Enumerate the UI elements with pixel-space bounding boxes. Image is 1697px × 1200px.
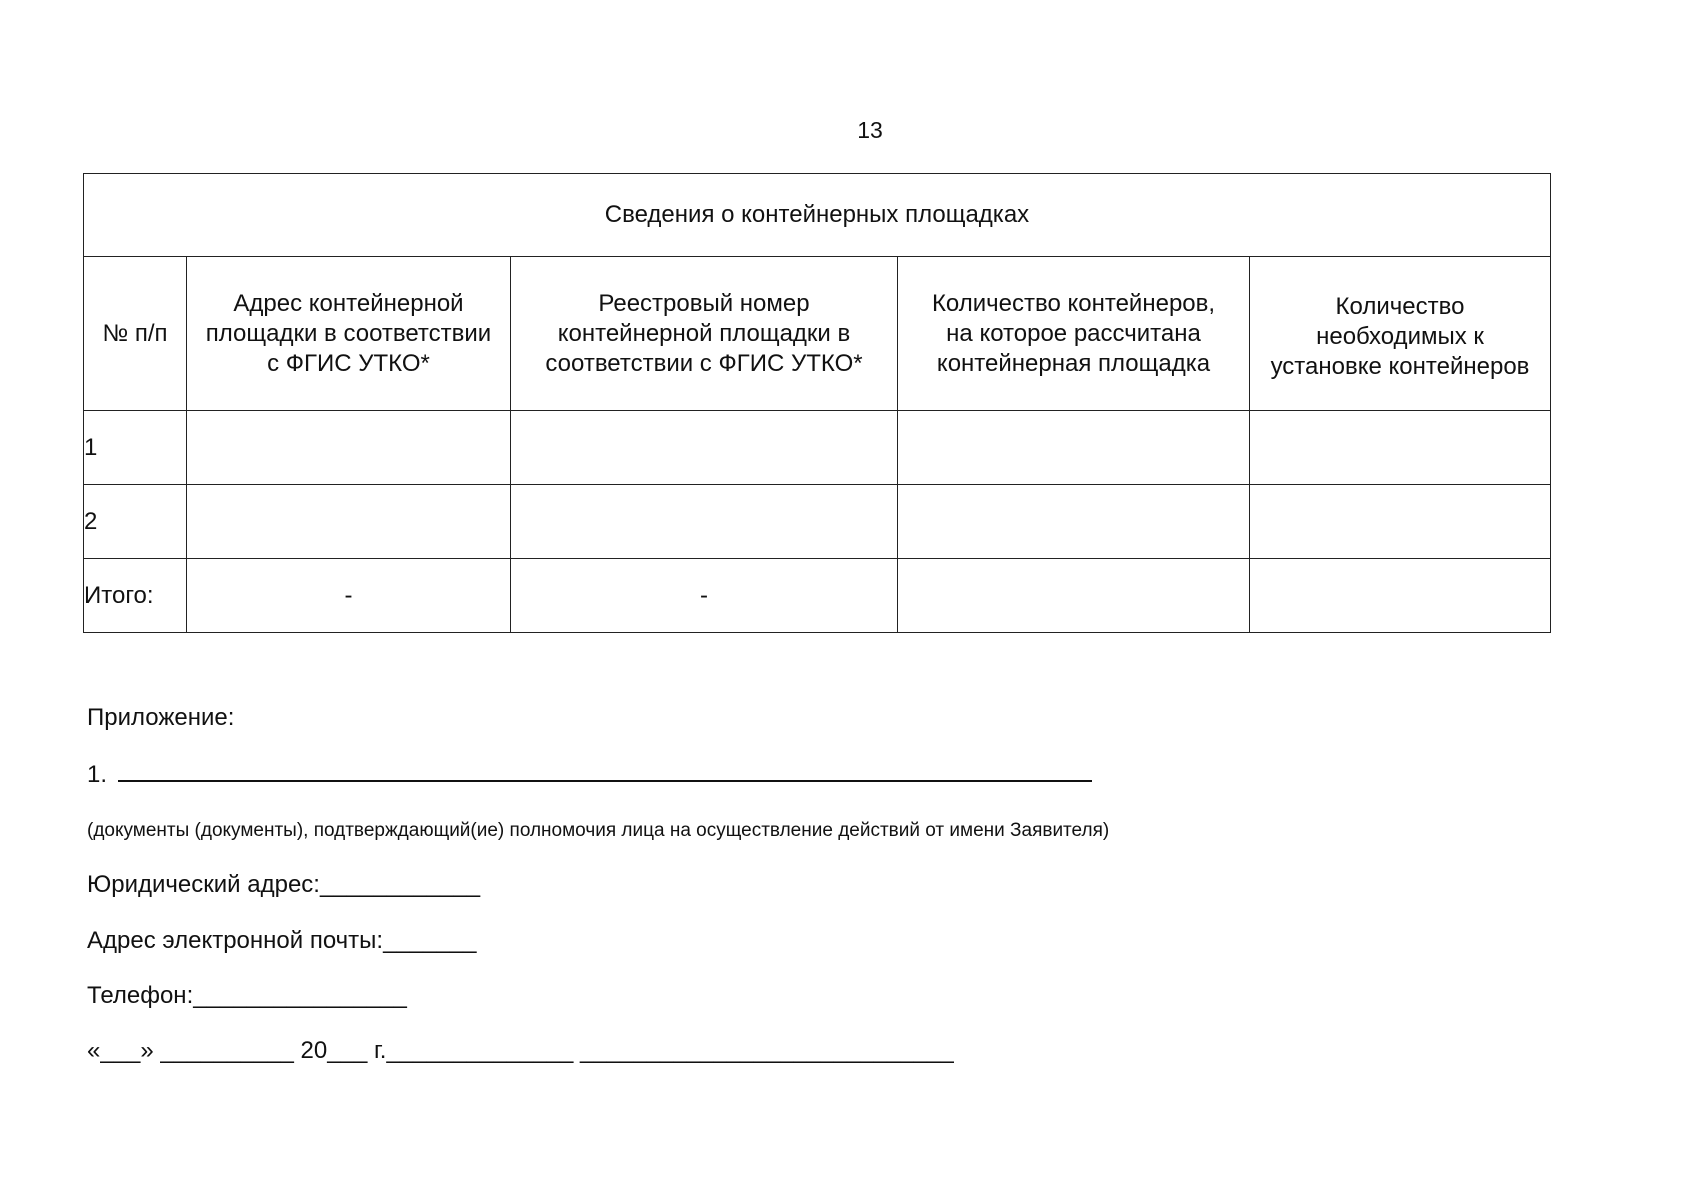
table-caption: Сведения о контейнерных площадках bbox=[84, 174, 1551, 257]
appendix-item-1 bbox=[87, 760, 1092, 789]
table-cell bbox=[511, 485, 898, 559]
table-cell bbox=[187, 485, 511, 559]
row-number-cell: 1 bbox=[84, 411, 187, 485]
legal-address-field: Юридический адрес:____________ bbox=[87, 871, 481, 898]
total-registry-cell: - bbox=[511, 559, 898, 633]
phone-field: Телефон:________________ bbox=[87, 982, 407, 1009]
table-header-row bbox=[84, 257, 1551, 411]
column-header-address: Адрес контейнерной площадки в соответствии с ФГИС УТКО* bbox=[187, 257, 511, 411]
column-header-container-capacity: Количество контейнеров, на которое рассчитана контейнерная площадка bbox=[898, 257, 1250, 411]
column-header-number: № п/п bbox=[84, 257, 187, 411]
total-needed-cell bbox=[1250, 559, 1551, 633]
table-row bbox=[84, 411, 1551, 485]
row-number-cell: 2 bbox=[84, 485, 187, 559]
appendix-title: Приложение: bbox=[87, 704, 235, 731]
page-number: 13 bbox=[857, 117, 883, 143]
appendix-item-1-blank-line[interactable] bbox=[118, 760, 1092, 782]
appendix-note: (документы (документы), подтверждающий(ие) полномочия лица на осуществление действий от имени Заявителя) bbox=[87, 820, 1110, 841]
table-cell bbox=[898, 485, 1250, 559]
total-address-cell: - bbox=[187, 559, 511, 633]
table-cell bbox=[187, 411, 511, 485]
table-cell bbox=[898, 411, 1250, 485]
column-header-containers-needed: Количество необходимых к установке контейнеров bbox=[1250, 257, 1551, 411]
table-caption-row bbox=[84, 174, 1551, 257]
column-header-registry-number: Реестровый номер контейнерной площадки в соответствии с ФГИС УТКО* bbox=[511, 257, 898, 411]
email-field: Адрес электронной почты:_______ bbox=[87, 927, 477, 954]
table-cell bbox=[1250, 485, 1551, 559]
total-label-cell: Итого: bbox=[84, 559, 187, 633]
date-signature-line: «___» __________ 20___ г.______________ ____________________________ bbox=[87, 1037, 954, 1064]
table-row bbox=[84, 485, 1551, 559]
table-total-row bbox=[84, 559, 1551, 633]
table-cell bbox=[1250, 411, 1551, 485]
table-cell bbox=[511, 411, 898, 485]
container-sites-table bbox=[83, 173, 1551, 633]
appendix-item-1-label: 1. bbox=[87, 761, 108, 788]
total-capacity-cell bbox=[898, 559, 1250, 633]
